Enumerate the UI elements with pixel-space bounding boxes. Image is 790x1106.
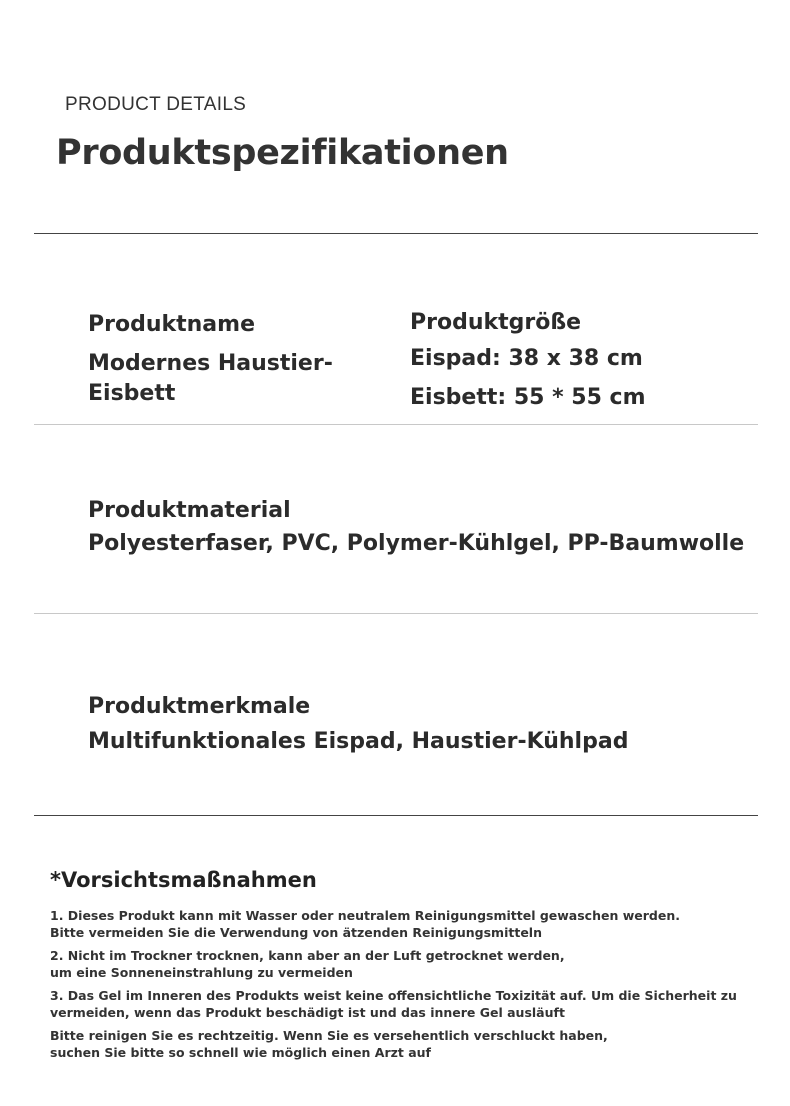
precaution-item: 3. Das Gel im Inneren des Produkts weist keine offensichtliche Toxizität auf. Um die Sicherheit zu vermeiden, wenn das Produkt beschädigt ist und das innere Gel ausläuft (50, 988, 737, 1020)
spec-value-material: Polyesterfaser, PVC, Polymer-Kühlgel, PP-Baumwolle (88, 531, 745, 556)
spec-value-features: Multifunktionales Eispad, Haustier-Kühlpad (88, 729, 629, 754)
precautions-list (50, 907, 750, 1067)
spec-label-name: Produktname (88, 312, 255, 337)
divider (34, 424, 758, 425)
spec-label-features: Produktmerkmale (88, 694, 311, 719)
spec-value-name: Modernes Haustier- Eisbett (88, 351, 333, 406)
spec-label-size: Produktgröße (410, 310, 582, 335)
divider (34, 233, 758, 234)
spec-label-material: Produktmaterial (88, 498, 291, 523)
precaution-item: 2. Nicht im Trockner trocknen, kann aber an der Luft getrocknet werden, um eine Sonneneinstrahlung zu vermeiden (50, 948, 565, 980)
section-eyebrow: PRODUCT DETAILS (65, 94, 247, 115)
divider (34, 815, 758, 816)
precautions-title: *Vorsichtsmaßnahmen (50, 868, 317, 892)
spec-value-size-bed: Eisbett: 55 * 55 cm (410, 385, 646, 410)
page-title: Produktspezifikationen (56, 133, 509, 173)
divider (34, 613, 758, 614)
precaution-item: Bitte reinigen Sie es rechtzeitig. Wenn Sie es versehentlich verschluckt haben, suchen Sie bitte so schnell wie möglich einen Arzt auf (50, 1028, 608, 1060)
spec-value-size-pad: Eispad: 38 x 38 cm (410, 346, 643, 371)
precaution-item: 1. Dieses Produkt kann mit Wasser oder neutralem Reinigungsmittel gewaschen werden. Bitte vermeiden Sie die Verwendung von ätzenden Reinigungsmitteln (50, 908, 680, 940)
